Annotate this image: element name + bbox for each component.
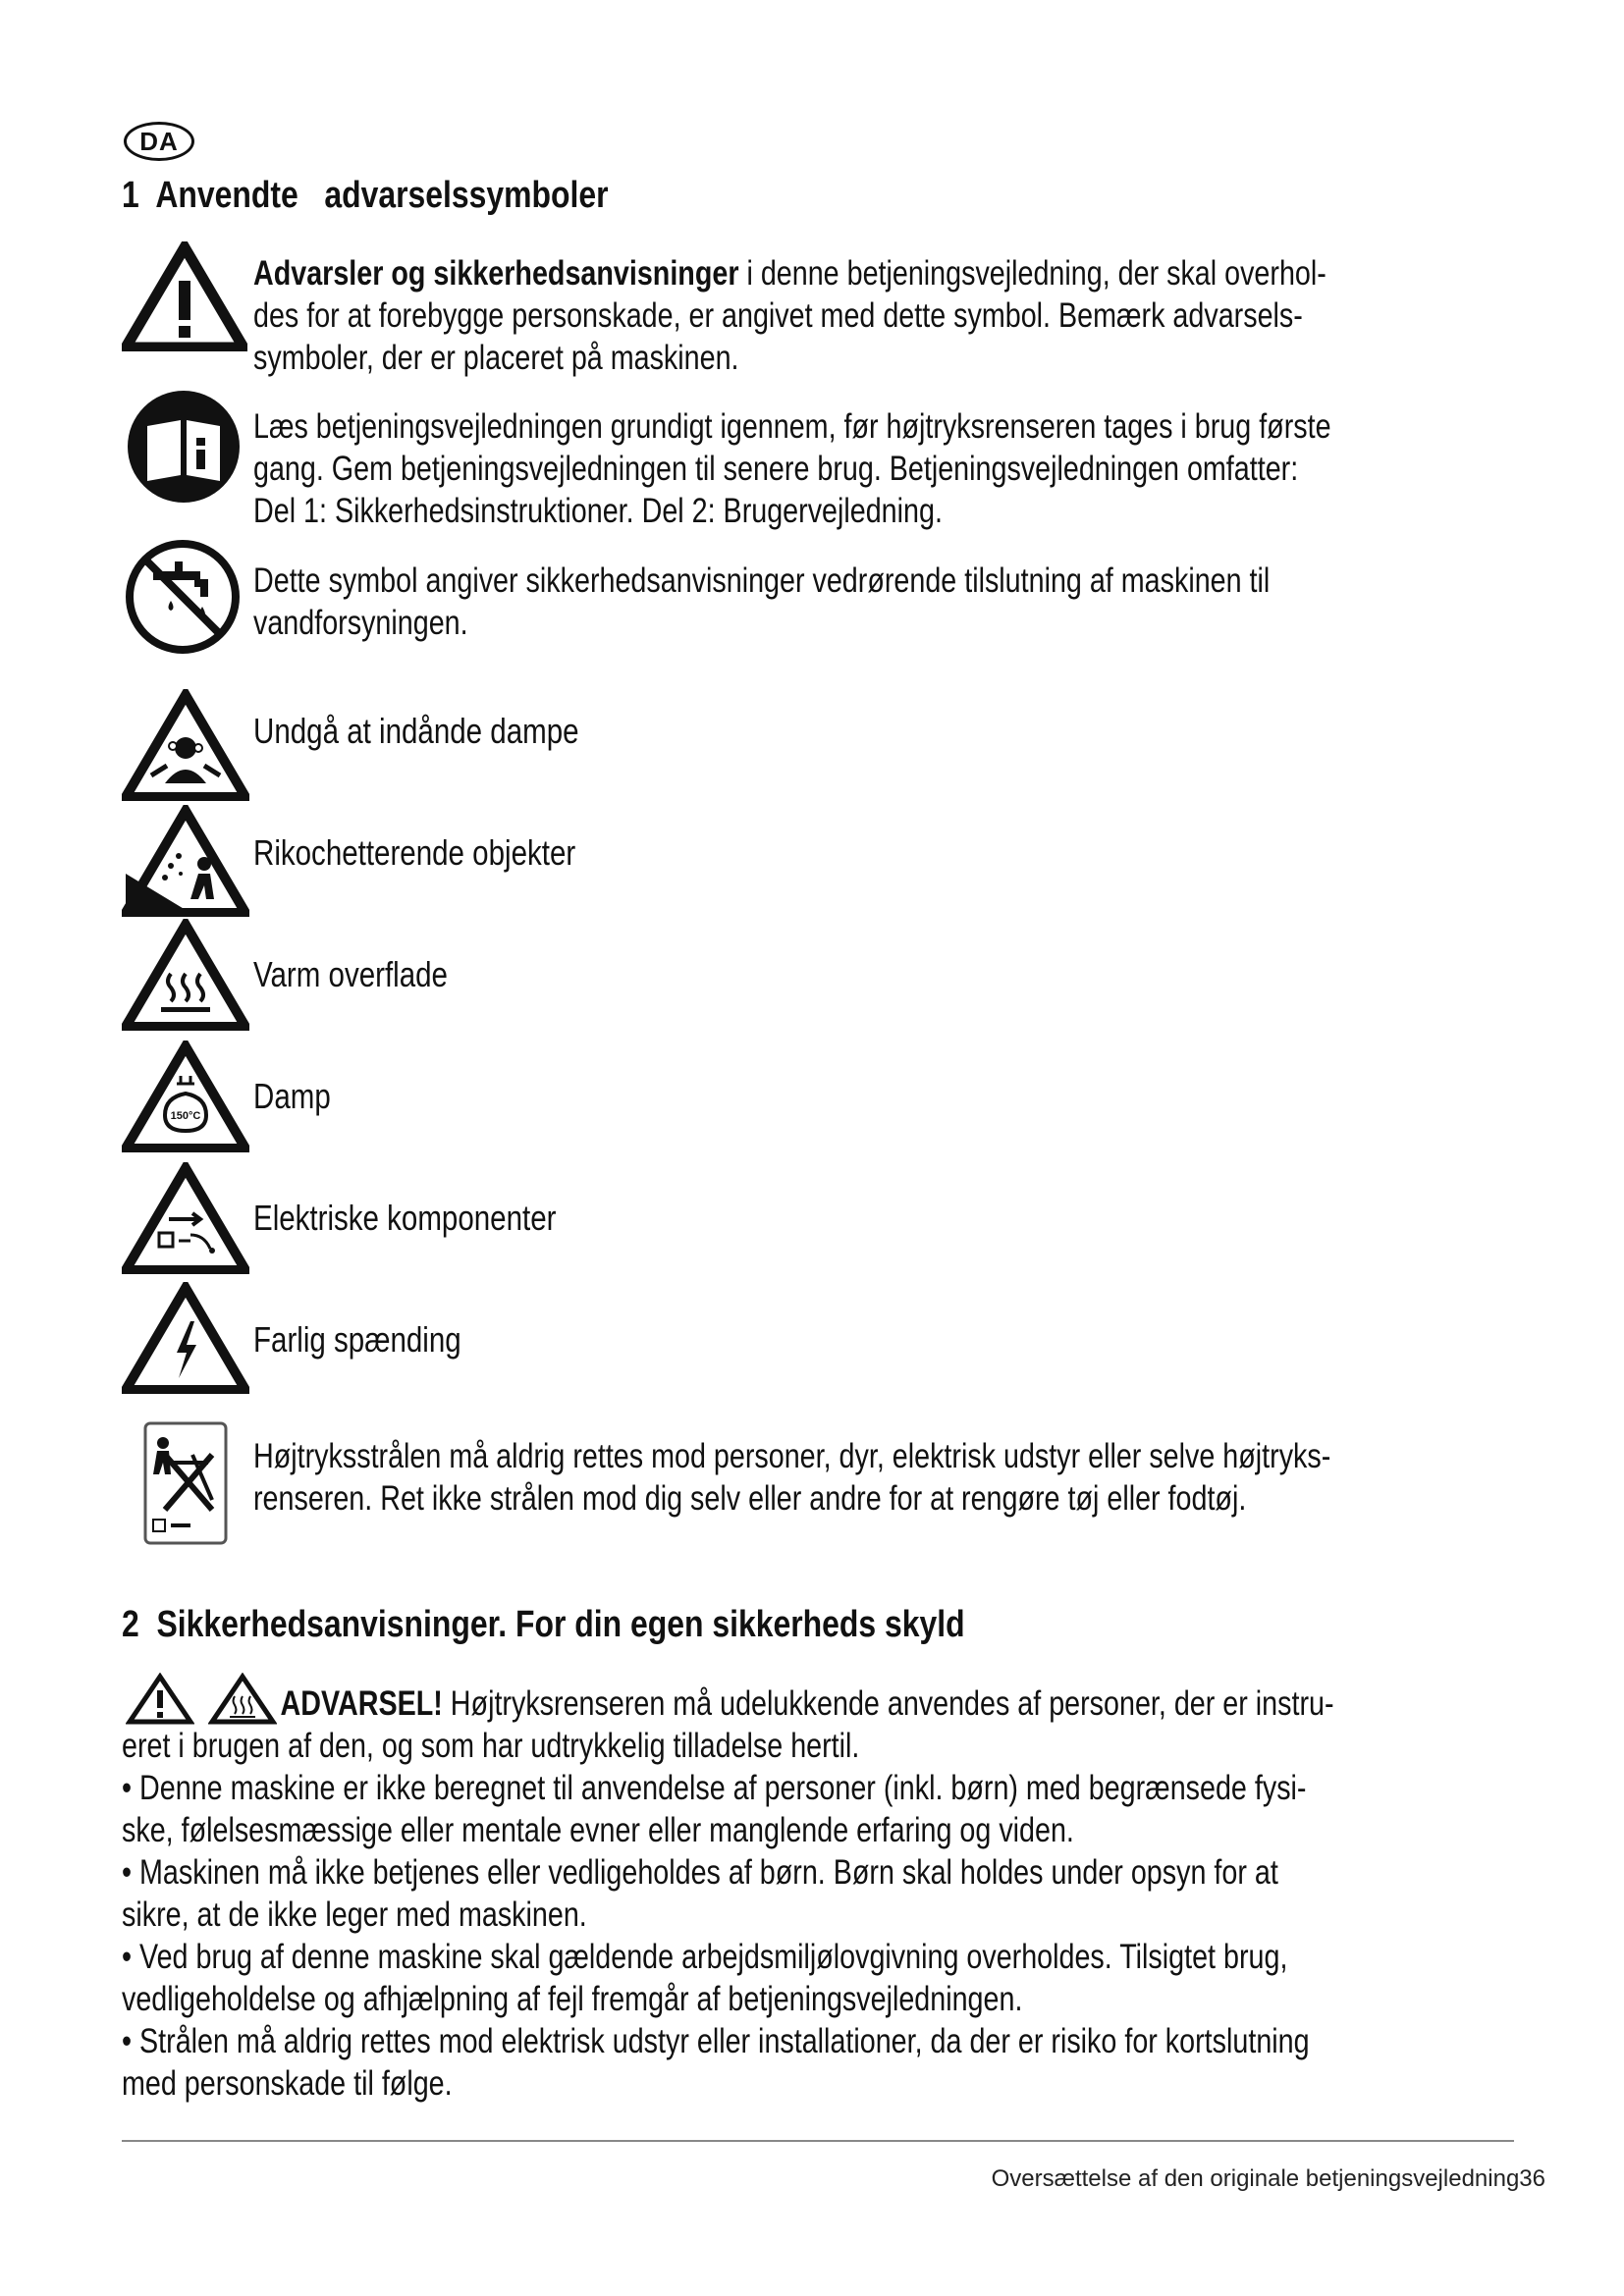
inhalation-warning-icon: [122, 689, 249, 801]
manual-paragraph: [253, 405, 1331, 532]
section-2-heading: [122, 1604, 965, 1646]
water-paragraph: [253, 560, 1271, 644]
manual-line-1: Læs betjeningsvejledningen grundigt igennem, før højtryksrenseren tages i brug første: [253, 407, 1331, 446]
steam-temperature-label: 150°C: [170, 1110, 201, 1122]
symbol-label-electrical: Elektriske komponenter: [253, 1198, 557, 1238]
symbol-label-ricochet: Rikochetterende objekter: [253, 832, 576, 873]
read-manual-icon: [126, 389, 242, 505]
symbol-label-steam: Damp: [253, 1076, 331, 1116]
water-line-2: vandforsyningen.: [253, 604, 468, 642]
high-voltage-warning-icon: [122, 1282, 249, 1394]
section-2-line: • Denne maskine er ikke beregnet til anvendelse af personer (inkl. børn) med begrænsede fysi-: [122, 1769, 1307, 1807]
no-spray-at-persons-icon: [143, 1421, 228, 1545]
jet-line-1: Højtryksstrålen må aldrig rettes mod personer, dyr, elektrisk udstyr eller selve højtryks-: [253, 1437, 1331, 1475]
intro-paragraph: [253, 252, 1326, 379]
manual-line-3: Del 1: Sikkerhedsinstruktioner. Del 2: Brugervejledning.: [253, 492, 943, 530]
section-2-line: vedligeholdelse og afhjælpning af fejl fremgår af betjeningsvejledningen.: [122, 1980, 1023, 2018]
section-1-title: Anvendte advarselssymboler: [155, 175, 609, 216]
intro-line-2: des for at forebygge personskade, er angivet med dette symbol. Bemærk advarsels-: [253, 296, 1303, 335]
jet-line-2: renseren. Ret ikke strålen mod dig selv eller andre for at rengøre tøj eller fodtøj.: [253, 1479, 1247, 1518]
footer: [992, 2165, 1545, 2193]
electrical-components-warning-icon: [122, 1162, 249, 1274]
section-2-line: ske, følelsesmæssige eller mentale evner eller manglende erfaring og viden.: [122, 1811, 1074, 1849]
section-2-line: med personskade til følge.: [122, 2064, 453, 2103]
manual-line-2: gang. Gem betjeningsvejledningen til senere brug. Betjeningsvejledningen omfatter:: [253, 450, 1299, 488]
footer-divider: [122, 2140, 1514, 2142]
section-2-line: • Maskinen må ikke betjenes eller vedligeholdes af børn. Børn skal holdes under opsyn for at: [122, 1853, 1278, 1892]
section-2-line: sikre, at de ikke leger med maskinen.: [122, 1896, 587, 1934]
section-2-title: Sikkerhedsanvisninger. For din egen sikkerheds skyld: [156, 1604, 965, 1645]
hot-surface-warning-icon: [122, 919, 249, 1031]
symbol-label-hot-surface: Varm overflade: [253, 954, 448, 994]
ricochet-warning-icon: [122, 805, 249, 917]
symbol-label-inhalation: Undgå at indånde dampe: [253, 711, 579, 751]
jet-paragraph: [253, 1435, 1331, 1520]
section-2-line: • Ved brug af denne maskine skal gældende arbejdsmiljølovgivning overholdes. Tilsigtet brug,: [122, 1938, 1288, 1976]
water-line-1: Dette symbol angiver sikkerhedsanvisninger vedrørende tilslutning af maskinen til: [253, 561, 1271, 600]
language-badge: DA: [124, 122, 194, 161]
page-number: 36: [1519, 2165, 1545, 2192]
symbol-label-high-voltage: Farlig spænding: [253, 1319, 461, 1360]
general-warning-icon: [122, 241, 247, 351]
section-2-body: [122, 1682, 1334, 2105]
section-2-line: eret i brugen af den, og som har udtrykkelig tilladelse hertil.: [122, 1727, 860, 1765]
steam-warning-icon: [122, 1041, 249, 1152]
section-2-line-1: Højtryksrenseren må udelukkende anvendes af personer, der er instru-: [442, 1684, 1334, 1723]
section-2-number: 2: [122, 1604, 139, 1645]
warning-word: ADVARSEL!: [280, 1684, 443, 1723]
section-1-number: 1: [122, 175, 139, 216]
intro-line-1: i denne betjeningsvejledning, der skal overhol-: [738, 254, 1326, 293]
intro-line-3: symboler, der er placeret på maskinen.: [253, 339, 739, 377]
intro-lead: Advarsler og sikkerhedsanvisninger: [253, 254, 739, 293]
water-supply-icon: [124, 538, 242, 656]
footer-text: Oversættelse af den originale betjeningsvejledning: [991, 2165, 1520, 2192]
section-2-line: • Strålen må aldrig rettes mod elektrisk udstyr eller installationer, da der er risiko for kortslutning: [122, 2022, 1310, 2060]
section-1-heading: [122, 175, 609, 217]
